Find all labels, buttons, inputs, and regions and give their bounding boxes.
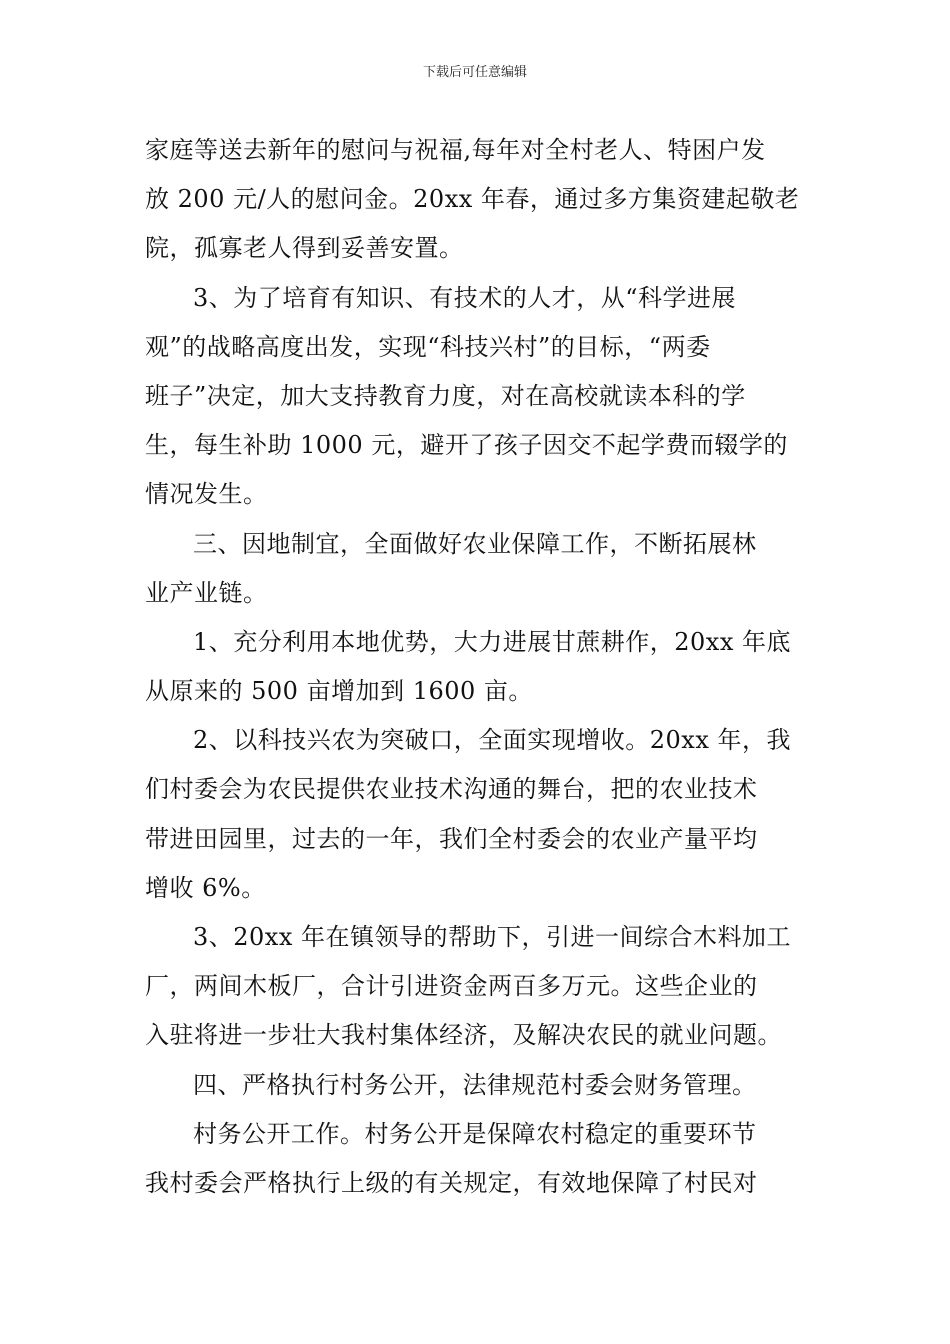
text-line: 入驻将进一步壮大我村集体经济，及解决农民的就业问题。: [145, 1021, 782, 1050]
text-line: 们村委会为农民提供农业技术沟通的舞台，把的农业技术: [145, 775, 758, 804]
text-line: 家庭等送去新年的慰问与祝福,每年对全村老人、特困户发: [145, 136, 766, 164]
text-line: 增收 6%。: [145, 873, 266, 902]
text-line: 3、为了培育有知识、有技术的人才，从“科学进展: [193, 283, 737, 312]
text-line: 观”的战略高度出发，实现“科技兴村”的目标，“两委: [145, 332, 711, 361]
page-header: 下载后可任意编辑: [422, 65, 527, 80]
text-line: 厂，两间木板厂，合计引进资金两百多万元。这些企业的: [145, 972, 758, 1001]
text-line: 3、20xx 年在镇领导的帮助下，引进一间综合木料加工: [193, 923, 792, 951]
text-line: 2、以科技兴农为突破口，全面实现增收。20xx 年，我: [193, 726, 792, 755]
text-line: 生，每生补助 1000 元，避开了孩子因交不起学费而辍学的: [145, 431, 788, 460]
text-line: 四、严格执行村务公开，法律规范村委会财务管理。: [193, 1070, 757, 1099]
text-line: 三、因地制宜，全面做好农业保障工作，不断拓展林: [193, 529, 757, 558]
document-body: [145, 126, 815, 1208]
text-line: 情况发生。: [145, 480, 268, 509]
text-line: 放 200 元/人的慰问金。20xx 年春，通过多方集资建起敬老: [145, 185, 800, 214]
text-line: 班子”决定，加大支持教育力度，对在高校就读本科的学: [145, 381, 746, 410]
text-line: 院，孤寡老人得到妥善安置。: [145, 234, 464, 263]
text-line: 从原来的 500 亩增加到 1600 亩。: [145, 677, 533, 706]
text-line: 业产业链。: [145, 578, 268, 607]
text-line: 村务公开工作。村务公开是保障农村稳定的重要环节: [193, 1119, 757, 1148]
text-line: 1、充分利用本地优势，大力进展甘蔗耕作，20xx 年底: [193, 627, 792, 656]
text-line: 带进田园里，过去的一年，我们全村委会的农业产量平均: [145, 824, 758, 853]
text-line: 我村委会严格执行上级的有关规定，有效地保障了村民对: [145, 1168, 758, 1197]
